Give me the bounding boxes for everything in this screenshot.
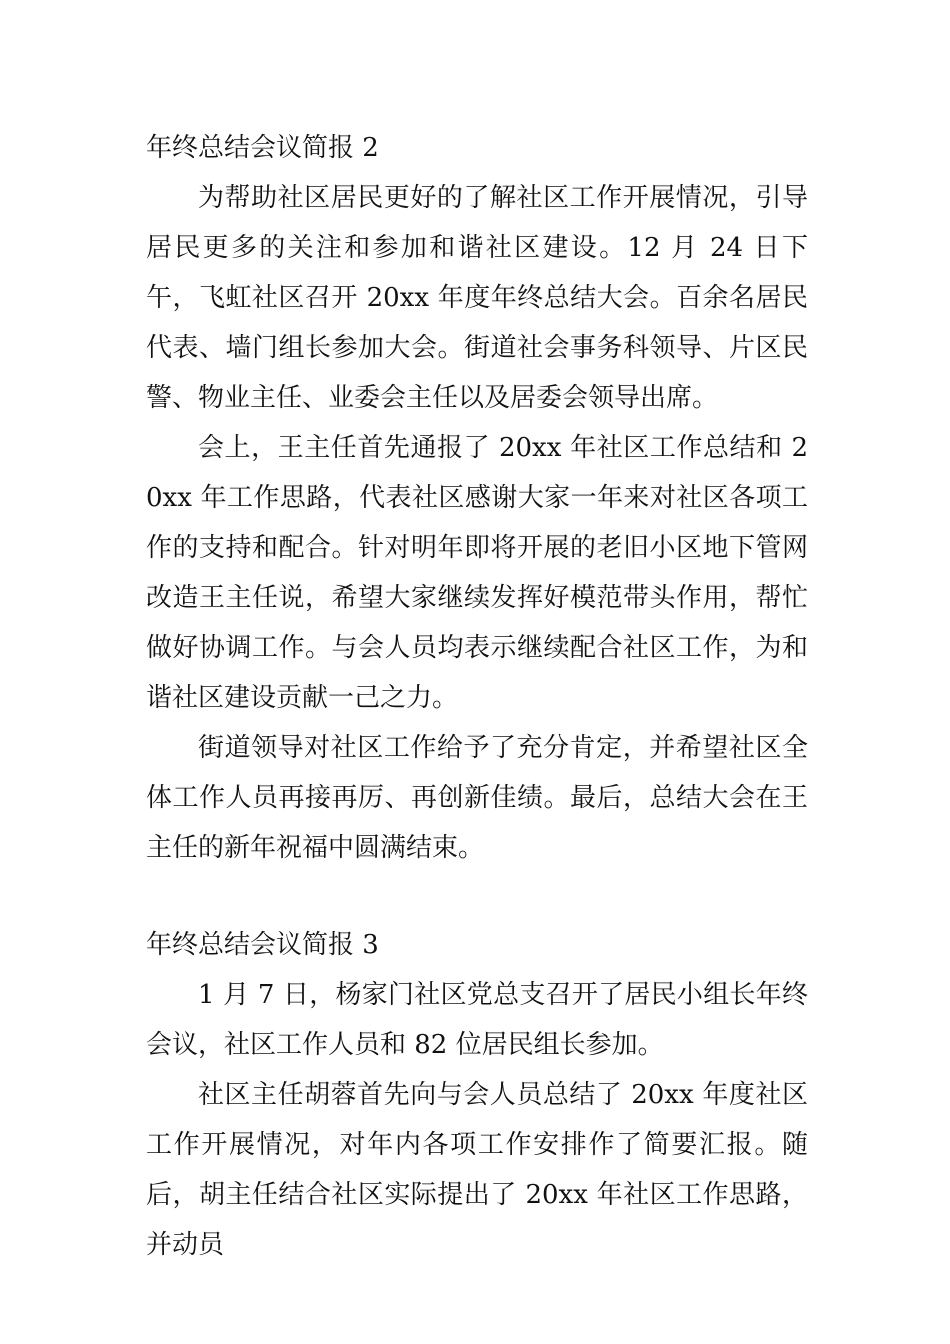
section-2-paragraph-3: 街道领导对社区工作给予了充分肯定，并希望社区全体工作人员再接再厉、再创新佳绩。最后，总结大会在王主任的新年祝福中圆满结束。 xyxy=(146,733,808,863)
section-2-paragraph-1: 为帮助社区居民更好的了解社区工作开展情况，引导居民更多的关注和参加和谐社区建设。12 月 24 日下午，飞虹社区召开 20xx 年度年终总结大会。百余名居民代表、墙门组长参加大会。街道社会事务科领导、片区民警、物业主任、业委会主任以及居委会领导出席。 xyxy=(146,183,808,413)
section-3-paragraph-1: 1 月 7 日，杨家门社区党总支召开了居民小组长年终会议，社区工作人员和 82 位居民组长参加。 xyxy=(146,980,808,1060)
section-2-heading: 年终总结会议简报 2 xyxy=(146,133,379,163)
section-2-paragraph-2: 会上，王主任首先通报了 20xx 年社区工作总结和 20xx 年工作思路，代表社区感谢大家一年来对社区各项工作的支持和配合。针对明年即将开展的老旧小区地下管网改造王主任说，希望大家继续发挥好模范带头作用，帮忙做好协调工作。与会人员均表示继续配合社区工作，为和谐社区建设贡献一己之力。 xyxy=(146,433,808,713)
section-2-body xyxy=(146,173,808,873)
section-3-body xyxy=(146,970,808,1270)
section-3-paragraph-2: 社区主任胡蓉首先向与会人员总结了 20xx 年度社区工作开展情况，对年内各项工作安排作了简要汇报。随后，胡主任结合社区实际提出了 20xx 年社区工作思路，并动员 xyxy=(146,1080,808,1260)
section-3-heading: 年终总结会议简报 3 xyxy=(146,930,379,960)
